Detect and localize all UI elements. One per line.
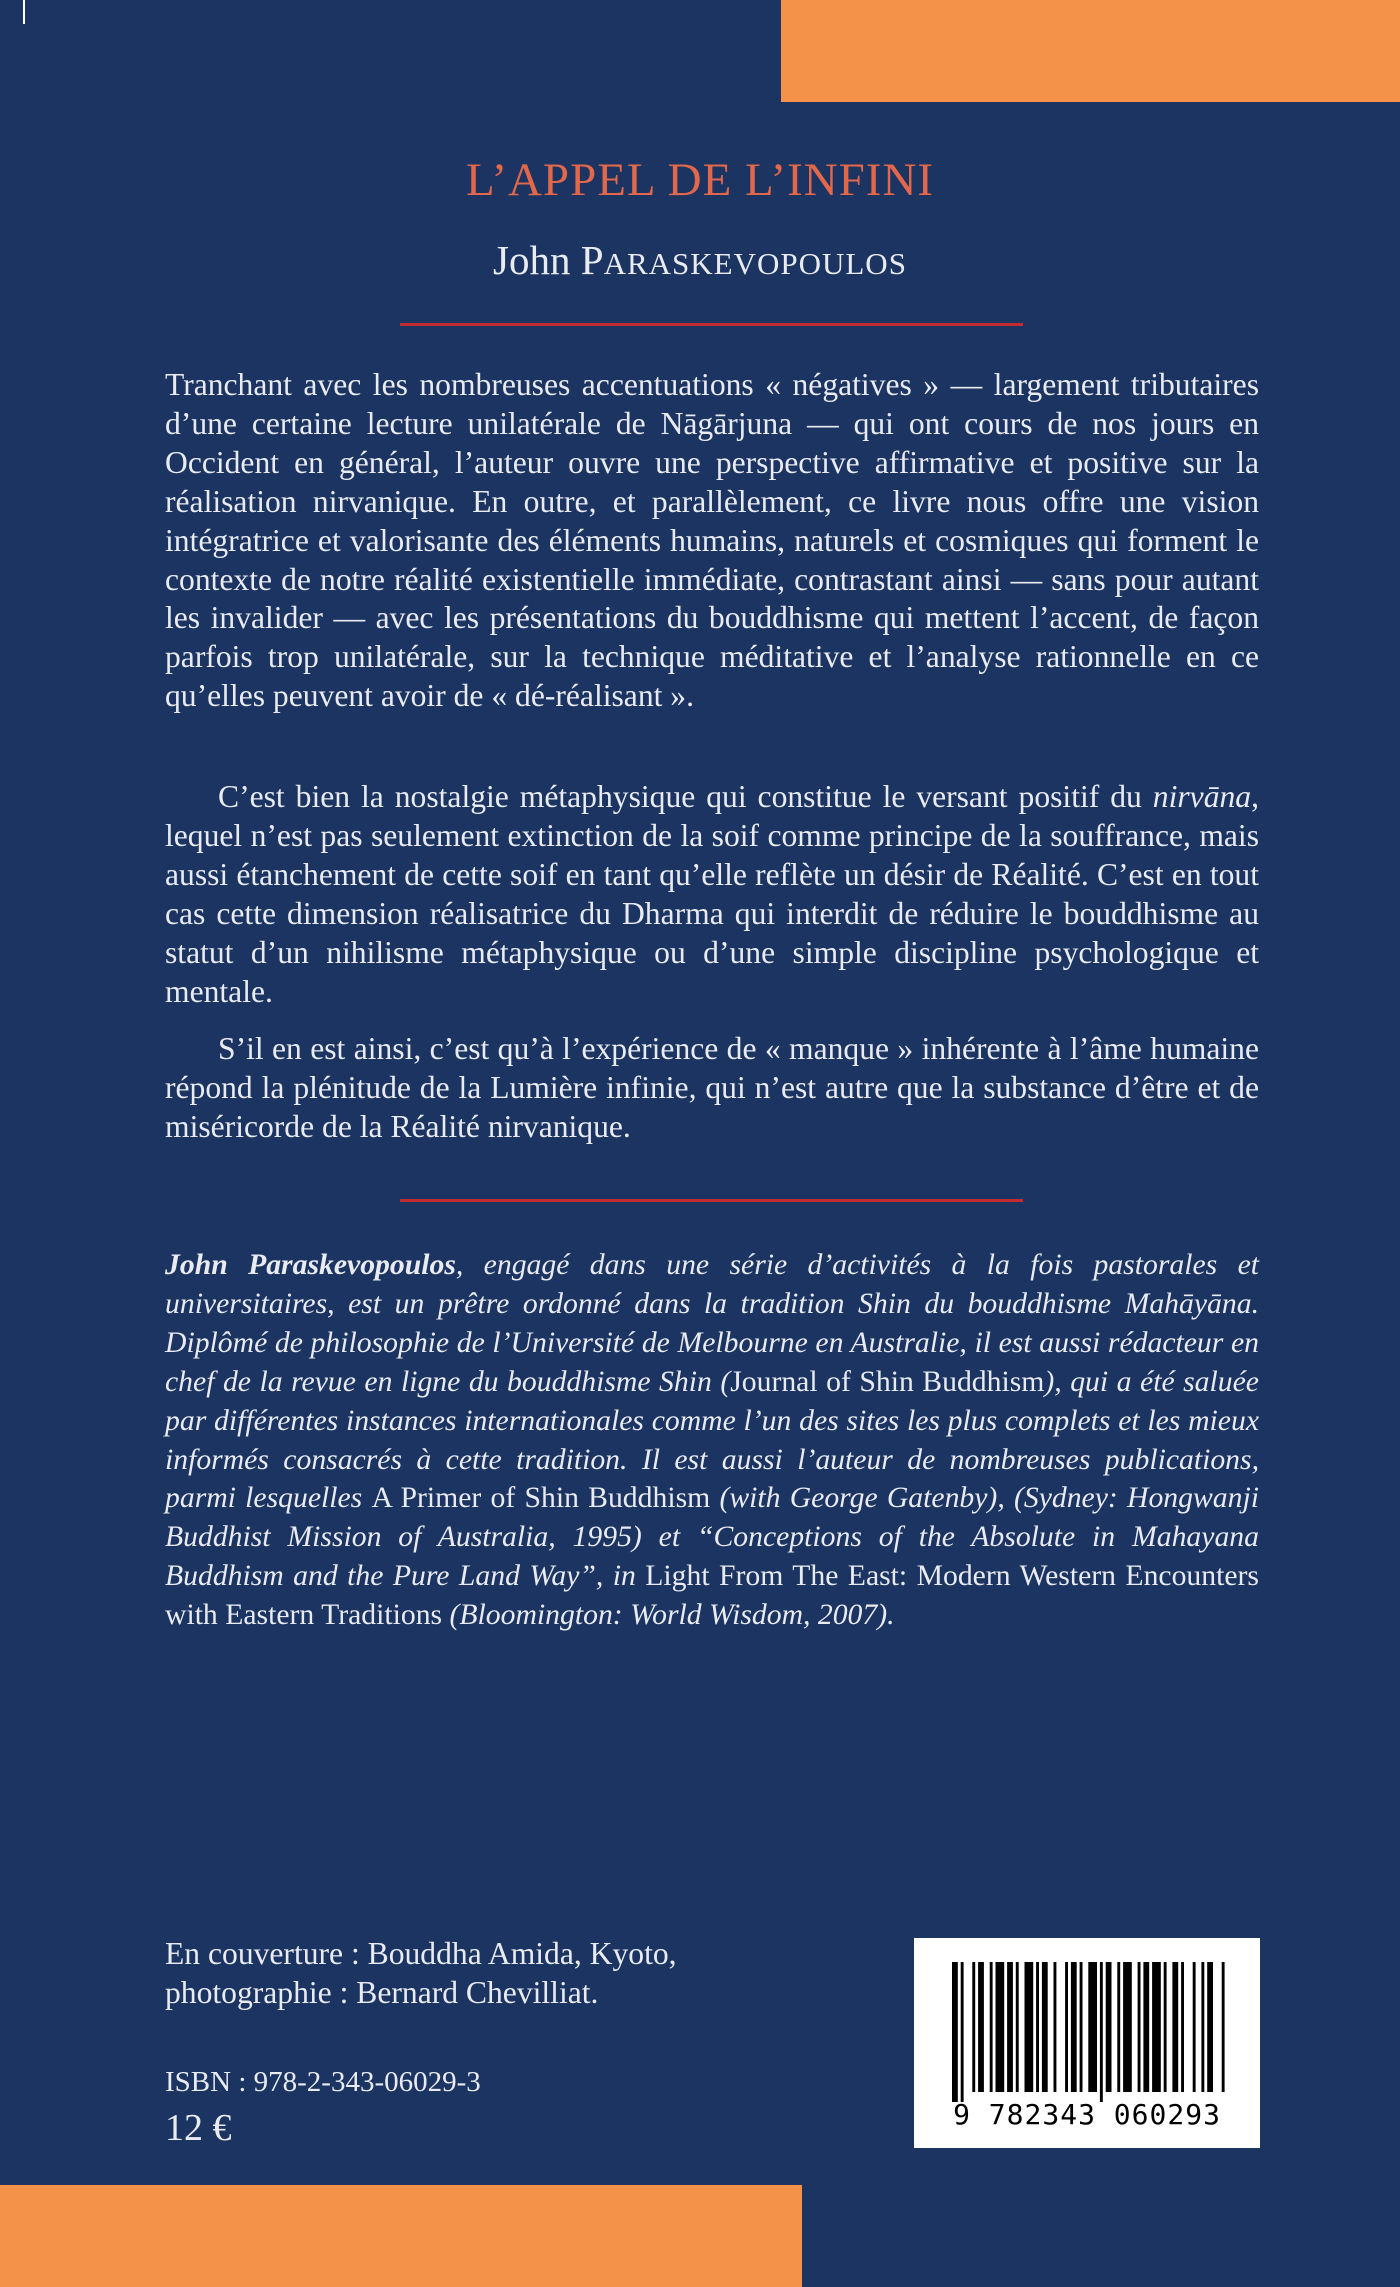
- barcode-bar: [1143, 1962, 1149, 2092]
- summary-paragraph-1: Tranchant avec les nombreuses accentuations « négatives » — largement tributaires d’une certaine lecture unilatérale de Nāgārjuna — qui ont cours de nos jours en Occident en général, l’auteur ouvre une perspective affirmative et positive sur la réalisation nirvanique. En outre, et parallèlement, ce livre nous offre une vision intégratrice et valorisante des éléments humains, naturels et cosmiques qui forment le contexte de notre réalité existentielle immédiate, contrastant ainsi — sans pour autant les invalider — avec les présentations du bouddhisme qui mettent l’accent, de façon parfois trop unilatérale, sur la technique méditative et l’analyse rationnelle en ce qu’elles peuvent avoir de « dé-réalisant ».: [165, 367, 1259, 714]
- barcode-bar: [952, 1962, 958, 2102]
- barcode-bar: [996, 1962, 1005, 2092]
- barcode-bar: [1065, 1962, 1068, 2092]
- barcode-bar: [1152, 1962, 1161, 2092]
- crop-mark: [23, 0, 25, 24]
- barcode-bar: [1106, 1962, 1112, 2092]
- barcode-bar: [1016, 1962, 1019, 2092]
- credit-line-2: photographie : Bernard Chevilliat.: [165, 1975, 599, 2010]
- barcode-bar: [1025, 1962, 1034, 2092]
- p2-text-a: C’est bien la nostalgie métaphysique qui constitue le versant positif du: [218, 779, 1153, 814]
- summary-paragraph-3: S’il en est ainsi, c’est qu’à l’expérience de « manque » inhérente à l’âme humaine répond la plénitude de la Lumière infinie, qui n’est autre que la substance d’être et de miséricorde de la Réalité nirvanique.: [165, 1031, 1259, 1144]
- barcode-bar: [1071, 1962, 1077, 2092]
- barcode-bar: [1036, 1962, 1039, 2092]
- barcode-bar: [1181, 1962, 1184, 2092]
- barcode-bar: [1100, 1962, 1103, 2102]
- isbn: ISBN : 978-2-343-06029-3: [165, 2066, 481, 2098]
- author-bio: [165, 1246, 1259, 1635]
- bio-book-title-1: A Primer of Shin Buddhism: [371, 1482, 711, 1515]
- barcode-bar: [1007, 1962, 1013, 2092]
- author-first: John P: [493, 237, 604, 283]
- barcode-bar: [978, 1962, 984, 2092]
- bio-text-3: (with George Gatenby), (Sydney: Hongwanji Buddhist Mission of Australia, 1995) et “Conceptions of the Absolute in Mahayana Buddhism and the Pure Land Way”, in: [165, 1482, 1259, 1593]
- divider-top: [400, 323, 1023, 326]
- p2-text-b: , lequel n’est pas seulement extinction de la soif comme principe de la souffrance, mais aussi étanchement de cette soif en tant qu’elle reflète un désir de Réalité. C’est en tout cas cette dimension réalisatrice du Dharma qui interdit de réduire le bouddhisme au statut d’un nihilisme métaphysique ou d’une simple discipline psychologique et mentale.: [165, 779, 1259, 1009]
- divider-bottom: [400, 1199, 1023, 1202]
- p2-term: nirvāna: [1152, 779, 1252, 814]
- credit-line-1: En couverture : Bouddha Amida, Kyoto,: [165, 1936, 677, 1971]
- book-author: [0, 236, 1400, 284]
- barcode-bar: [1138, 1962, 1141, 2092]
- barcode-bar: [1088, 1962, 1097, 2092]
- bio-author-name: John Paraskevopoulos: [165, 1249, 456, 1281]
- cover-credit: [165, 1934, 677, 2012]
- barcode-bar: [1201, 1962, 1204, 2092]
- barcode-bar: [1117, 1962, 1120, 2092]
- barcode-bar: [961, 1962, 964, 2102]
- barcode-bar: [1193, 1962, 1196, 2092]
- bio-book-title-2: Light From The East: Modern Western Encounters with Eastern Traditions: [165, 1560, 1259, 1632]
- book-title: L’APPEL DE L’INFINI: [465, 154, 935, 206]
- bio-text-2: ), qui a été saluée par différentes instances internationales comme l’un des sites les plus complets et les mieux informés consacrés à cette tradition. Il est aussi l’auteur de nombreuses publications, parmi lesquelles: [165, 1365, 1259, 1515]
- orange-band-top: [781, 0, 1400, 102]
- barcode-bar: [1222, 1962, 1225, 2092]
- barcode: [914, 1938, 1260, 2148]
- bio-text-4: (Bloomington: World Wisdom, 2007).: [442, 1599, 895, 1632]
- price: 12 €: [165, 2107, 232, 2149]
- orange-band-bottom: [0, 2185, 802, 2287]
- author-rest: ARASKEVOPOULOS: [603, 246, 907, 281]
- summary-paragraph-2: [165, 778, 1259, 1011]
- barcode-bar: [1080, 1962, 1083, 2092]
- bio-journal-title: Journal of Shin Buddhism: [730, 1365, 1045, 1398]
- barcode-bar: [1042, 1962, 1048, 2092]
- bio-text-1: , engagé dans une série d’activités à la fois pastorales et universitaires, est un prêtre ordonné dans la tradition Shin du bouddhisme Mahāyāna. Diplômé de philosophie de l’Université de Melbourne en Australie, il est aussi rédacteur en chef de la revue en ligne du bouddhisme Shin (: [165, 1249, 1259, 1398]
- barcode-bar: [972, 1962, 975, 2092]
- barcode-digits: 9 782343 060293: [953, 2098, 1221, 2131]
- barcode-bar: [1123, 1962, 1132, 2092]
- barcode-bar: [1172, 1962, 1178, 2092]
- barcode-bar: [1164, 1962, 1167, 2092]
- barcode-bar: [990, 1962, 993, 2092]
- barcode-bar: [1207, 1962, 1213, 2092]
- barcode-bar: [1054, 1962, 1057, 2092]
